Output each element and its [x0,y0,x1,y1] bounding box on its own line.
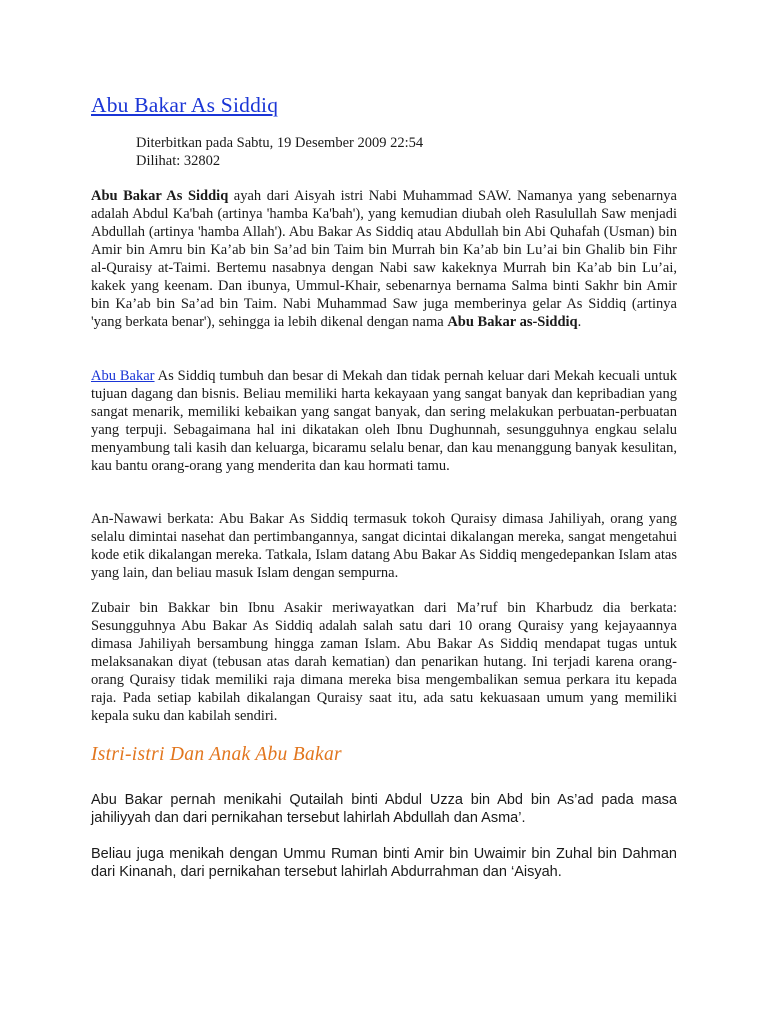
paragraph-3: An-Nawawi berkata: Abu Bakar As Siddiq termasuk tokoh Quraisy dimasa Jahiliyah, orang yang selalu dimintai nasehat dan pertimbangannya, sangat dicintai dikalangan mereka, sangat mengetahui kode etik dikalangan mereka. Tatkala, Islam datang Abu Bakar As Siddiq mengedepankan Islam atas yang lain, dan beliau masuk Islam dengan sempurna. [91,511,677,582]
paragraph-6: Beliau juga menikah dengan Ummu Ruman binti Amir bin Uwaimir bin Zuhal bin Dahman dari Kinanah, dari pernikahan tersebut lahirlah Abdurrahman dan ‘Aisyah. [91,846,677,881]
paragraph-4: Zubair bin Bakkar bin Ibnu Asakir meriwayatkan dari Ma’ruf bin Kharbudz dia berkata: Sesungguhnya Abu Bakar As Siddiq adalah salah satu dari 10 orang Quraisy yang kejayaannya dimasa Jahiliyah bersambung hingga zaman Islam. Abu Bakar As Siddiq mendapat tugas untuk melaksanakan diyat (tebusan atas darah kematian) dan penarikan hutang. Ini terjadi karena orang-orang Quraisy tidak memiliki raja dimana mereka bisa mengembalikan semua perkara itu kepada raja. Pada setiap kabilah dikalangan Quraisy saat itu, ada satu kekuasaan umum yang memiliki kepala suku dan kabilah sendiri. [91,600,677,725]
paragraph-1-text: ayah dari Aisyah istri Nabi Muhammad SAW. Namanya yang sebenarnya adalah Abdul Ka'bah (artinya 'hamba Ka'bah'), yang kemudian diubah oleh Rasulullah Saw menjadi Abdullah (artinya 'hamba Allah'). Abu Bakar As Siddiq atau Abdullah bin Abi Quhafah (Usman) bin Amir bin Amru bin Ka’ab bin Sa’ad bin Taim bin Murrah bin Ka’ab bin Lu’ai bin Ghalib bin Fihr al-Quraisy at-Taimi. Bertemu nasabnya dengan Nabi saw kakeknya Murrah bin Ka’ab bin Lu’ai, kakek yang keenam. Dan ibunya, Ummul-Khair, sebenarnya bernama Salma binti Sakhr bin Amir bin Ka’ab bin Sa’ad bin Taim. Nabi Muhammad Saw juga memberinya gelar As Siddiq (artinya 'yang berkata benar'), sehingga ia lebih dikenal dengan nama [91,188,677,331]
abu-bakar-link[interactable]: Abu Bakar [91,368,155,384]
section-heading: Istri-istri Dan Anak Abu Bakar [91,744,342,765]
article-meta [136,134,423,170]
paragraph-2-text: As Siddiq tumbuh dan besar di Mekah dan tidak pernah keluar dari Mekah kecuali untuk tujuan dagang dan bisnis. Beliau memiliki harta kekayaan yang sangat banyak dan kepribadian yang sangat menarik, memiliki kebaikan yang sangat banyak, dan sering melakukan perbuatan-perbuatan yang terpuji. Sebagaimana hal ini dikatakan oleh Ibnu Dughunnah, sesungguhnya engkau selalu menyambung tali kasih dan keluarga, bicaramu selalu benar, dan kau menanggung banyak kesulitan, kau bantu orang-orang yang menderita dan kau hormati tamu. [91,368,678,475]
paragraph-2 [91,367,677,475]
article-title-link[interactable]: Abu Bakar As Siddiq [91,93,279,117]
bold-name-end: Abu Bakar as-Siddiq [447,314,578,331]
published-date: Diterbitkan pada Sabtu, 19 Desember 2009 22:54 [136,135,424,151]
view-count: Dilihat: 32802 [136,153,221,169]
paragraph-5: Abu Bakar pernah menikahi Qutailah binti Abdul Uzza bin Abd bin As’ad pada masa jahiliyyah dan dari pernikahan tersebut lahirlah Abdullah dan Asma’. [91,792,677,827]
paragraph-1 [91,187,677,331]
paragraph-1-end: . [577,314,582,331]
bold-name: Abu Bakar As Siddiq [91,188,229,204]
